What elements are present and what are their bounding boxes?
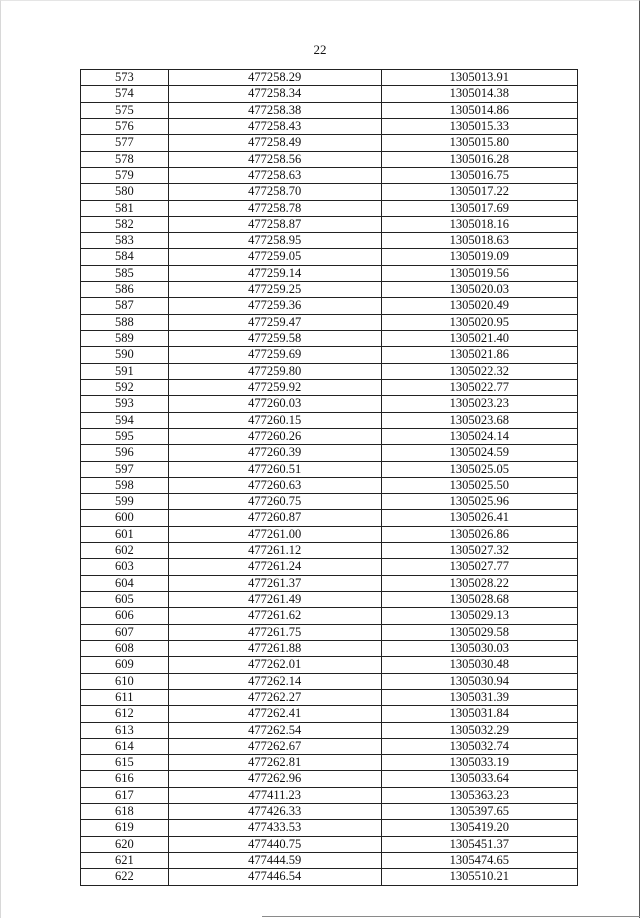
x-coordinate-cell: 477433.53 xyxy=(168,820,381,836)
y-coordinate-cell: 1305023.68 xyxy=(381,412,577,428)
y-coordinate-cell: 1305022.77 xyxy=(381,379,577,395)
point-number-cell: 610 xyxy=(81,673,169,689)
x-coordinate-cell: 477262.54 xyxy=(168,722,381,738)
y-coordinate-cell: 1305014.38 xyxy=(381,86,577,102)
x-coordinate-cell: 477262.01 xyxy=(168,657,381,673)
table-row xyxy=(81,771,578,787)
table-row xyxy=(81,673,578,689)
y-coordinate-cell: 1305028.68 xyxy=(381,592,577,608)
y-coordinate-cell: 1305018.16 xyxy=(381,216,577,232)
table-row xyxy=(81,494,578,510)
point-number-cell: 599 xyxy=(81,494,169,510)
point-number-cell: 590 xyxy=(81,347,169,363)
y-coordinate-cell: 1305363.23 xyxy=(381,787,577,803)
point-number-cell: 579 xyxy=(81,167,169,183)
point-number-cell: 587 xyxy=(81,298,169,314)
x-coordinate-cell: 477261.37 xyxy=(168,575,381,591)
table-row xyxy=(81,102,578,118)
point-number-cell: 611 xyxy=(81,689,169,705)
y-coordinate-cell: 1305033.64 xyxy=(381,771,577,787)
y-coordinate-cell: 1305014.86 xyxy=(381,102,577,118)
point-number-cell: 580 xyxy=(81,184,169,200)
table-row xyxy=(81,461,578,477)
point-number-cell: 593 xyxy=(81,396,169,412)
x-coordinate-cell: 477262.14 xyxy=(168,673,381,689)
y-coordinate-cell: 1305020.95 xyxy=(381,314,577,330)
y-coordinate-cell: 1305030.48 xyxy=(381,657,577,673)
x-coordinate-cell: 477258.43 xyxy=(168,118,381,134)
coordinates-table-body xyxy=(81,70,578,886)
point-number-cell: 618 xyxy=(81,804,169,820)
y-coordinate-cell: 1305018.63 xyxy=(381,233,577,249)
y-coordinate-cell: 1305016.28 xyxy=(381,151,577,167)
x-coordinate-cell: 477259.14 xyxy=(168,265,381,281)
table-row xyxy=(81,755,578,771)
x-coordinate-cell: 477258.49 xyxy=(168,135,381,151)
point-number-cell: 577 xyxy=(81,135,169,151)
point-number-cell: 616 xyxy=(81,771,169,787)
point-number-cell: 586 xyxy=(81,282,169,298)
point-number-cell: 595 xyxy=(81,428,169,444)
x-coordinate-cell: 477258.56 xyxy=(168,151,381,167)
table-row xyxy=(81,379,578,395)
table-row xyxy=(81,445,578,461)
point-number-cell: 609 xyxy=(81,657,169,673)
table-row xyxy=(81,167,578,183)
table-row xyxy=(81,689,578,705)
table-row xyxy=(81,575,578,591)
y-coordinate-cell: 1305021.86 xyxy=(381,347,577,363)
y-coordinate-cell: 1305017.69 xyxy=(381,200,577,216)
point-number-cell: 615 xyxy=(81,755,169,771)
point-number-cell: 575 xyxy=(81,102,169,118)
table-row xyxy=(81,477,578,493)
x-coordinate-cell: 477258.63 xyxy=(168,167,381,183)
table-row xyxy=(81,200,578,216)
point-number-cell: 622 xyxy=(81,869,169,885)
x-coordinate-cell: 477260.63 xyxy=(168,477,381,493)
point-number-cell: 619 xyxy=(81,820,169,836)
table-row xyxy=(81,722,578,738)
x-coordinate-cell: 477259.80 xyxy=(168,363,381,379)
table-row xyxy=(81,526,578,542)
y-coordinate-cell: 1305033.19 xyxy=(381,755,577,771)
x-coordinate-cell: 477261.88 xyxy=(168,640,381,656)
x-coordinate-cell: 477260.15 xyxy=(168,412,381,428)
table-row xyxy=(81,314,578,330)
x-coordinate-cell: 477260.26 xyxy=(168,428,381,444)
y-coordinate-cell: 1305021.40 xyxy=(381,331,577,347)
x-coordinate-cell: 477446.54 xyxy=(168,869,381,885)
y-coordinate-cell: 1305026.86 xyxy=(381,526,577,542)
x-coordinate-cell: 477258.78 xyxy=(168,200,381,216)
y-coordinate-cell: 1305025.05 xyxy=(381,461,577,477)
x-coordinate-cell: 477258.95 xyxy=(168,233,381,249)
x-coordinate-cell: 477260.39 xyxy=(168,445,381,461)
table-row xyxy=(81,640,578,656)
point-number-cell: 583 xyxy=(81,233,169,249)
table-row xyxy=(81,624,578,640)
bottom-edge-line xyxy=(262,916,640,917)
x-coordinate-cell: 477259.58 xyxy=(168,331,381,347)
x-coordinate-cell: 477258.34 xyxy=(168,86,381,102)
point-number-cell: 605 xyxy=(81,592,169,608)
x-coordinate-cell: 477261.24 xyxy=(168,559,381,575)
table-row xyxy=(81,412,578,428)
y-coordinate-cell: 1305451.37 xyxy=(381,836,577,852)
y-coordinate-cell: 1305030.94 xyxy=(381,673,577,689)
y-coordinate-cell: 1305029.58 xyxy=(381,624,577,640)
x-coordinate-cell: 477259.92 xyxy=(168,379,381,395)
y-coordinate-cell: 1305025.50 xyxy=(381,477,577,493)
table-row xyxy=(81,282,578,298)
y-coordinate-cell: 1305016.75 xyxy=(381,167,577,183)
point-number-cell: 603 xyxy=(81,559,169,575)
y-coordinate-cell: 1305020.49 xyxy=(381,298,577,314)
point-number-cell: 614 xyxy=(81,738,169,754)
y-coordinate-cell: 1305025.96 xyxy=(381,494,577,510)
y-coordinate-cell: 1305024.14 xyxy=(381,428,577,444)
table-row xyxy=(81,657,578,673)
table-row xyxy=(81,804,578,820)
table-row xyxy=(81,233,578,249)
y-coordinate-cell: 1305397.65 xyxy=(381,804,577,820)
point-number-cell: 601 xyxy=(81,526,169,542)
x-coordinate-cell: 477259.05 xyxy=(168,249,381,265)
x-coordinate-cell: 477261.12 xyxy=(168,543,381,559)
y-coordinate-cell: 1305015.33 xyxy=(381,118,577,134)
table-row xyxy=(81,70,578,86)
x-coordinate-cell: 477262.27 xyxy=(168,689,381,705)
point-number-cell: 588 xyxy=(81,314,169,330)
point-number-cell: 589 xyxy=(81,331,169,347)
y-coordinate-cell: 1305031.84 xyxy=(381,706,577,722)
table-row xyxy=(81,853,578,869)
x-coordinate-cell: 477262.67 xyxy=(168,738,381,754)
point-number-cell: 604 xyxy=(81,575,169,591)
y-coordinate-cell: 1305015.80 xyxy=(381,135,577,151)
table-row xyxy=(81,820,578,836)
y-coordinate-cell: 1305020.03 xyxy=(381,282,577,298)
point-number-cell: 602 xyxy=(81,543,169,559)
x-coordinate-cell: 477260.87 xyxy=(168,510,381,526)
table-row xyxy=(81,738,578,754)
point-number-cell: 585 xyxy=(81,265,169,281)
y-coordinate-cell: 1305019.56 xyxy=(381,265,577,281)
x-coordinate-cell: 477411.23 xyxy=(168,787,381,803)
point-number-cell: 620 xyxy=(81,836,169,852)
x-coordinate-cell: 477261.49 xyxy=(168,592,381,608)
point-number-cell: 621 xyxy=(81,853,169,869)
point-number-cell: 594 xyxy=(81,412,169,428)
y-coordinate-cell: 1305510.21 xyxy=(381,869,577,885)
table-row xyxy=(81,592,578,608)
x-coordinate-cell: 477259.36 xyxy=(168,298,381,314)
point-number-cell: 617 xyxy=(81,787,169,803)
table-row xyxy=(81,331,578,347)
x-coordinate-cell: 477261.00 xyxy=(168,526,381,542)
x-coordinate-cell: 477258.38 xyxy=(168,102,381,118)
x-coordinate-cell: 477262.81 xyxy=(168,755,381,771)
y-coordinate-cell: 1305029.13 xyxy=(381,608,577,624)
y-coordinate-cell: 1305032.74 xyxy=(381,738,577,754)
table-row xyxy=(81,869,578,885)
table-row xyxy=(81,787,578,803)
x-coordinate-cell: 477262.41 xyxy=(168,706,381,722)
point-number-cell: 612 xyxy=(81,706,169,722)
table-row xyxy=(81,151,578,167)
y-coordinate-cell: 1305027.32 xyxy=(381,543,577,559)
y-coordinate-cell: 1305013.91 xyxy=(381,70,577,86)
x-coordinate-cell: 477260.03 xyxy=(168,396,381,412)
page-number: 22 xyxy=(313,42,327,57)
point-number-cell: 608 xyxy=(81,640,169,656)
table-row xyxy=(81,86,578,102)
point-number-cell: 584 xyxy=(81,249,169,265)
x-coordinate-cell: 477258.29 xyxy=(168,70,381,86)
x-coordinate-cell: 477426.33 xyxy=(168,804,381,820)
x-coordinate-cell: 477260.75 xyxy=(168,494,381,510)
y-coordinate-cell: 1305419.20 xyxy=(381,820,577,836)
point-number-cell: 578 xyxy=(81,151,169,167)
point-number-cell: 607 xyxy=(81,624,169,640)
coordinates-table xyxy=(80,69,578,886)
point-number-cell: 581 xyxy=(81,200,169,216)
point-number-cell: 606 xyxy=(81,608,169,624)
point-number-cell: 582 xyxy=(81,216,169,232)
point-number-cell: 597 xyxy=(81,461,169,477)
point-number-cell: 574 xyxy=(81,86,169,102)
x-coordinate-cell: 477259.69 xyxy=(168,347,381,363)
point-number-cell: 596 xyxy=(81,445,169,461)
y-coordinate-cell: 1305474.65 xyxy=(381,853,577,869)
point-number-cell: 600 xyxy=(81,510,169,526)
table-row xyxy=(81,216,578,232)
y-coordinate-cell: 1305024.59 xyxy=(381,445,577,461)
table-row xyxy=(81,543,578,559)
table-row xyxy=(81,608,578,624)
table-row xyxy=(81,559,578,575)
table-row xyxy=(81,706,578,722)
table-row xyxy=(81,363,578,379)
table-row xyxy=(81,298,578,314)
table-row xyxy=(81,184,578,200)
x-coordinate-cell: 477444.59 xyxy=(168,853,381,869)
y-coordinate-cell: 1305019.09 xyxy=(381,249,577,265)
y-coordinate-cell: 1305032.29 xyxy=(381,722,577,738)
x-coordinate-cell: 477261.62 xyxy=(168,608,381,624)
y-coordinate-cell: 1305017.22 xyxy=(381,184,577,200)
y-coordinate-cell: 1305030.03 xyxy=(381,640,577,656)
point-number-cell: 591 xyxy=(81,363,169,379)
x-coordinate-cell: 477259.47 xyxy=(168,314,381,330)
table-row xyxy=(81,428,578,444)
table-row xyxy=(81,396,578,412)
point-number-cell: 592 xyxy=(81,379,169,395)
y-coordinate-cell: 1305027.77 xyxy=(381,559,577,575)
table-row xyxy=(81,347,578,363)
y-coordinate-cell: 1305028.22 xyxy=(381,575,577,591)
x-coordinate-cell: 477260.51 xyxy=(168,461,381,477)
point-number-cell: 573 xyxy=(81,70,169,86)
y-coordinate-cell: 1305022.32 xyxy=(381,363,577,379)
table-row xyxy=(81,510,578,526)
x-coordinate-cell: 477258.87 xyxy=(168,216,381,232)
table-row xyxy=(81,249,578,265)
x-coordinate-cell: 477262.96 xyxy=(168,771,381,787)
y-coordinate-cell: 1305031.39 xyxy=(381,689,577,705)
y-coordinate-cell: 1305026.41 xyxy=(381,510,577,526)
point-number-cell: 598 xyxy=(81,477,169,493)
x-coordinate-cell: 477440.75 xyxy=(168,836,381,852)
table-row xyxy=(81,265,578,281)
y-coordinate-cell: 1305023.23 xyxy=(381,396,577,412)
table-row xyxy=(81,135,578,151)
table-row xyxy=(81,118,578,134)
x-coordinate-cell: 477261.75 xyxy=(168,624,381,640)
point-number-cell: 613 xyxy=(81,722,169,738)
point-number-cell: 576 xyxy=(81,118,169,134)
table-row xyxy=(81,836,578,852)
x-coordinate-cell: 477258.70 xyxy=(168,184,381,200)
x-coordinate-cell: 477259.25 xyxy=(168,282,381,298)
